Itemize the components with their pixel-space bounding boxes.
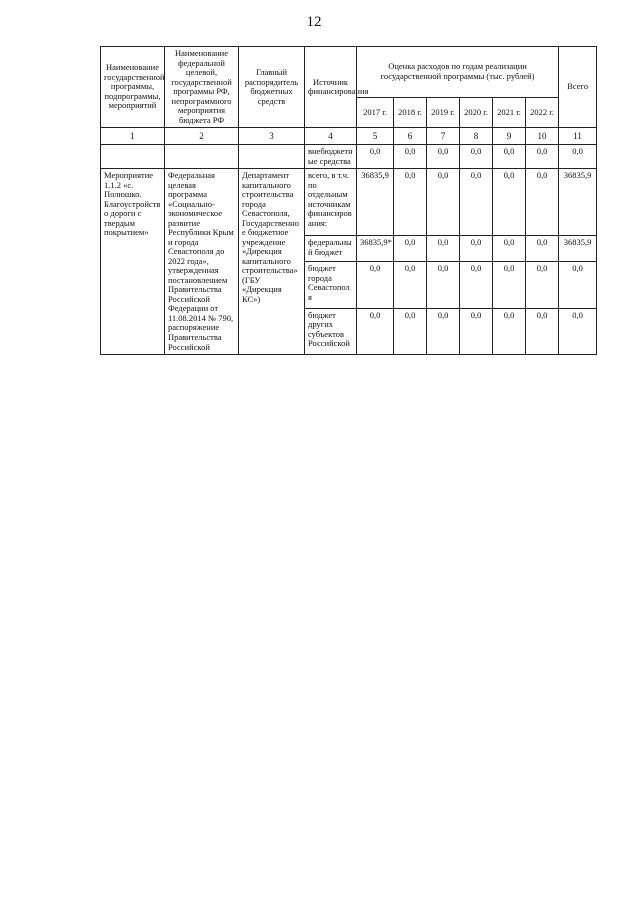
value-cell: 0,0 (427, 145, 460, 169)
header-program-name: Наименование государственной программы, подпрограммы, мероприятий (101, 47, 165, 128)
header-year: 2021 г. (493, 97, 526, 128)
source-cell: внебюджетные средства (305, 145, 357, 169)
value-cell: 0,0 (526, 236, 559, 262)
value-cell: 0,0 (493, 308, 526, 354)
column-number: 3 (239, 128, 305, 145)
value-cell: 0,0 (526, 308, 559, 354)
value-cell: 0,0 (559, 262, 597, 308)
column-number: 5 (357, 128, 394, 145)
value-cell: 36835,9 (559, 236, 597, 262)
value-cell: 0,0 (493, 169, 526, 236)
value-cell: 0,0 (460, 169, 493, 236)
value-cell: 0,0 (493, 145, 526, 169)
value-cell: 0,0 (460, 262, 493, 308)
source-cell: всего, в т.ч. по отдельным источникам финансирования: (305, 169, 357, 236)
header-federal-program: Наименование федеральной целевой, государственной программы РФ, непрограммного мероприятия бюджета РФ (165, 47, 239, 128)
value-cell: 0,0 (460, 236, 493, 262)
column-number: 4 (305, 128, 357, 145)
value-cell: 0,0 (357, 262, 394, 308)
column-number: 6 (394, 128, 427, 145)
column-number: 1 (101, 128, 165, 145)
header-year: 2022 г. (526, 97, 559, 128)
header-year: 2017 г. (357, 97, 394, 128)
header-expenses-group: Оценка расходов по годам реализации государственной программы (тыс. рублей) (357, 47, 559, 98)
value-cell: 0,0 (493, 236, 526, 262)
value-cell: 36835,9 (559, 169, 597, 236)
column-number: 10 (526, 128, 559, 145)
value-cell: 0,0 (394, 236, 427, 262)
program-cell: Федеральная целевая программа «Социально-экономическое развитие Республики Крым и города Севастополя до 2022 года», утвержденная постановлением Правительства Российской Федерации от 11.08.2014 № 790, распоряжение Правительства Российской (165, 169, 239, 355)
value-cell: 36835,9* (357, 236, 394, 262)
header-year: 2019 г. (427, 97, 460, 128)
value-cell: 0,0 (394, 262, 427, 308)
source-cell: федеральный бюджет (305, 236, 357, 262)
source-cell: бюджет города Севастополя (305, 262, 357, 308)
budget-table-container (100, 46, 596, 882)
column-number: 7 (427, 128, 460, 145)
value-cell: 0,0 (526, 145, 559, 169)
header-source: Источник финансирования (305, 47, 357, 128)
header-year: 2020 г. (460, 97, 493, 128)
table-row-total (101, 169, 597, 236)
value-cell: 0,0 (559, 308, 597, 354)
budget-table (100, 46, 597, 355)
value-cell: 0,0 (526, 262, 559, 308)
value-cell: 0,0 (427, 308, 460, 354)
value-cell: 0,0 (427, 262, 460, 308)
header-total: Всего (559, 47, 597, 128)
column-number: 2 (165, 128, 239, 145)
value-cell: 0,0 (493, 262, 526, 308)
header-year: 2018 г. (394, 97, 427, 128)
value-cell: 0,0 (394, 308, 427, 354)
column-number: 8 (460, 128, 493, 145)
table-row-offbudget (101, 145, 597, 169)
value-cell: 0,0 (559, 145, 597, 169)
value-cell: 0,0 (357, 145, 394, 169)
value-cell: 0,0 (526, 169, 559, 236)
page-number: 12 (306, 14, 322, 30)
value-cell: 0,0 (394, 145, 427, 169)
distributor-cell: Департамент капитального строительства города Севастополя, Государственное бюджетное учреждение «Дирекция капитального строительства» (ГБУ «Дирекция КС») (239, 169, 305, 355)
source-cell: бюджет других субъектов Российской (305, 308, 357, 354)
column-number: 9 (493, 128, 526, 145)
value-cell: 0,0 (427, 169, 460, 236)
value-cell: 36835,9 (357, 169, 394, 236)
value-cell: 0,0 (357, 308, 394, 354)
value-cell: 0,0 (460, 145, 493, 169)
column-number: 11 (559, 128, 597, 145)
measure-name-cell: Мероприятие 1.1.2 «с. Полюшко. Благоустройство дороги с твердым покрытием» (101, 169, 165, 355)
header-distributor: Главный распорядитель бюджетных средств (239, 47, 305, 128)
value-cell: 0,0 (394, 169, 427, 236)
value-cell: 0,0 (460, 308, 493, 354)
value-cell: 0,0 (427, 236, 460, 262)
